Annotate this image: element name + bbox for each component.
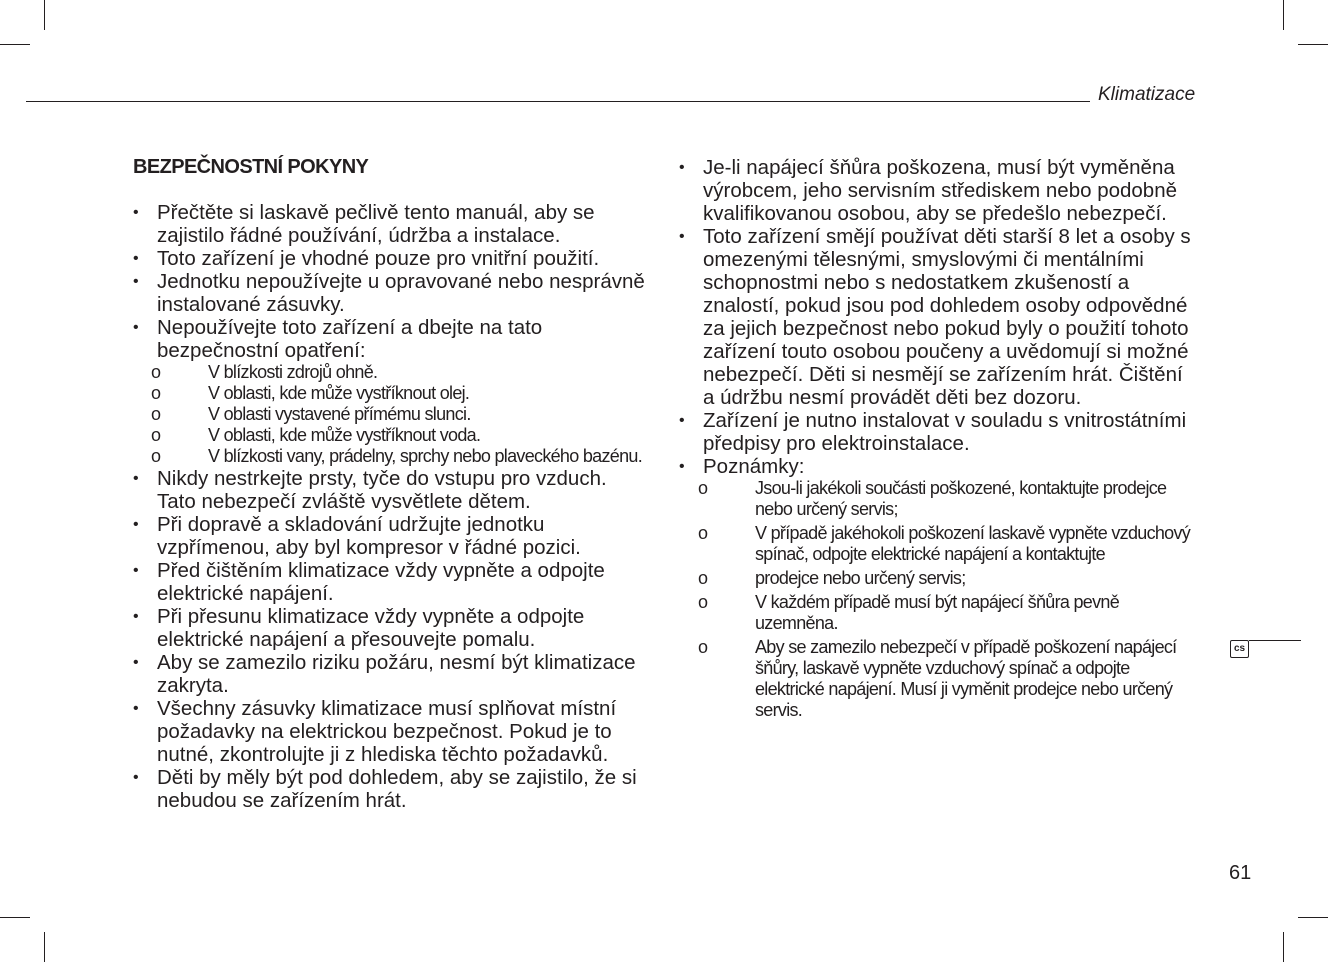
header-title: Klimatizace [1098, 84, 1196, 105]
sub-list [133, 362, 648, 467]
sub-bullet-icon: o [698, 523, 709, 543]
list-item: • Před čištěním klimatizace vždy vypněte a odpojte elektrické napájení. [133, 559, 605, 605]
bullet-icon: • [133, 700, 139, 717]
sub-bullet-icon: o [151, 425, 162, 445]
list-item: • Toto zařízení smějí používat děti starší 8 let a osoby s omezenými tělesnými, smyslovými či mentálními schopnostmi nebo s nedostatkem zkušeností a znalostí, pokud jsou pod dohledem osoby odpovědné za jejich bezpečnost nebo pokud byly o použití tohoto zařízení touto osobou poučeny a uvědomují si možné nebezpečí. Děti si nesmějí se zařízením hrát. Čištění a údržbu nesmí provádět děti bez dozoru. [679, 225, 1191, 409]
bullet-icon: • [133, 769, 139, 786]
list-item: • Při dopravě a skladování udržujte jednotku vzpřímenou, aby byl kompresor v řádné pozici. [133, 513, 581, 559]
sub-list-item: o Jsou-li jakékoli součásti poškozené, kontaktujte prodejce nebo určený servis; [698, 478, 1167, 519]
left-column [133, 156, 648, 812]
crop-mark [0, 44, 30, 45]
sub-list [679, 478, 1194, 721]
bullet-icon: • [133, 562, 139, 579]
sub-bullet-icon: o [151, 383, 162, 403]
sub-bullet-icon: o [151, 362, 162, 382]
bullet-list [133, 201, 648, 362]
language-badge-rule [1249, 640, 1301, 641]
list-item: • Nikdy nestrkejte prsty, tyče do vstupu pro vzduch. Tato nebezpečí zvláště vysvětlete dětem. [133, 467, 607, 513]
sub-list-item: o Aby se zamezilo nebezpečí v případě poškození napájecí šňůry, laskavě vypněte vzduchový spínač a odpojte elektrické napájení. Musí ji vyměnit prodejce nebo určený servis. [698, 637, 1177, 720]
list-item: • Jednotku nepoužívejte u opravované nebo nesprávně instalované zásuvky. [133, 270, 645, 316]
sub-bullet-icon: o [151, 404, 162, 424]
bullet-icon: • [133, 654, 139, 671]
sub-bullet-icon: o [698, 637, 709, 657]
bullet-list [679, 156, 1194, 478]
bullet-icon: • [679, 228, 685, 245]
header-rule [26, 101, 1090, 102]
list-item: • Při přesunu klimatizace vždy vypněte a odpojte elektrické napájení a přesouvejte pomalu. [133, 605, 585, 651]
crop-mark [44, 932, 45, 962]
right-column [679, 156, 1194, 721]
sub-list-item: o V každém případě musí být napájecí šňůra pevně uzemněna. [698, 592, 1120, 633]
bullet-icon: • [133, 470, 139, 487]
bullet-icon: • [133, 319, 139, 336]
crop-mark [1298, 44, 1328, 45]
bullet-icon: • [679, 458, 685, 475]
bullet-list [133, 467, 648, 812]
sub-list-item: o V blízkosti zdrojů ohně. [151, 362, 378, 382]
list-item: • Je-li napájecí šňůra poškozena, musí být vyměněna výrobcem, jeho servisním střediskem nebo podobně kvalifikovanou osobou, aby se předešlo nebezpečí. [679, 156, 1178, 225]
list-item: • Všechny zásuvky klimatizace musí splňovat místní požadavky na elektrickou bezpečnost. Pokud je to nutné, zkontrolujte ji z hlediska těchto požadavků. [133, 697, 617, 766]
crop-mark [44, 0, 45, 30]
language-badge: cs [1230, 640, 1249, 658]
sub-bullet-icon: o [698, 478, 709, 498]
bullet-icon: • [679, 159, 685, 176]
sub-bullet-icon: o [151, 446, 162, 466]
list-item: • Děti by měly být pod dohledem, aby se zajistilo, že si nebudou se zařízením hrát. [133, 766, 637, 812]
section-heading: BEZPEČNOSTNÍ POKYNY [133, 156, 369, 178]
bullet-icon: • [133, 204, 139, 221]
bullet-icon: • [133, 516, 139, 533]
sub-list-item: o V oblasti, kde může vystříknout voda. [151, 425, 481, 445]
sub-bullet-icon: o [698, 592, 709, 612]
sub-list-item: o V blízkosti vany, prádelny, sprchy nebo plaveckého bazénu. [151, 446, 643, 466]
sub-list-item: o V oblasti vystavené přímému slunci. [151, 404, 471, 424]
list-item: • Toto zařízení je vhodné pouze pro vnitřní použití. [133, 247, 600, 270]
crop-mark [0, 917, 30, 918]
bullet-icon: • [133, 250, 139, 267]
bullet-icon: • [133, 608, 139, 625]
list-item: • Zařízení je nutno instalovat v souladu s vnitrostátními předpisy pro elektroinstalace. [679, 409, 1187, 455]
sub-list-item: o V případě jakéhokoli poškození laskavě vypněte vzduchový spínač, odpojte elektrické napájení a kontaktujte [698, 523, 1191, 564]
bullet-icon: • [679, 412, 685, 429]
list-item: • Poznámky: [679, 455, 805, 478]
list-item: • Nepoužívejte toto zařízení a dbejte na tato bezpečnostní opatření: [133, 316, 543, 362]
sub-list-item: o prodejce nebo určený servis; [698, 568, 966, 588]
crop-mark [1283, 0, 1284, 30]
crop-mark [1283, 932, 1284, 962]
crop-mark [1298, 917, 1328, 918]
page-number: 61 [1229, 862, 1252, 884]
sub-bullet-icon: o [698, 568, 709, 588]
sub-list-item: o V oblasti, kde může vystříknout olej. [151, 383, 470, 403]
list-item: • Aby se zamezilo riziku požáru, nesmí být klimatizace zakryta. [133, 651, 636, 697]
bullet-icon: • [133, 273, 139, 290]
list-item: • Přečtěte si laskavě pečlivě tento manuál, aby se zajistilo řádné používání, údržba a instalace. [133, 201, 595, 247]
